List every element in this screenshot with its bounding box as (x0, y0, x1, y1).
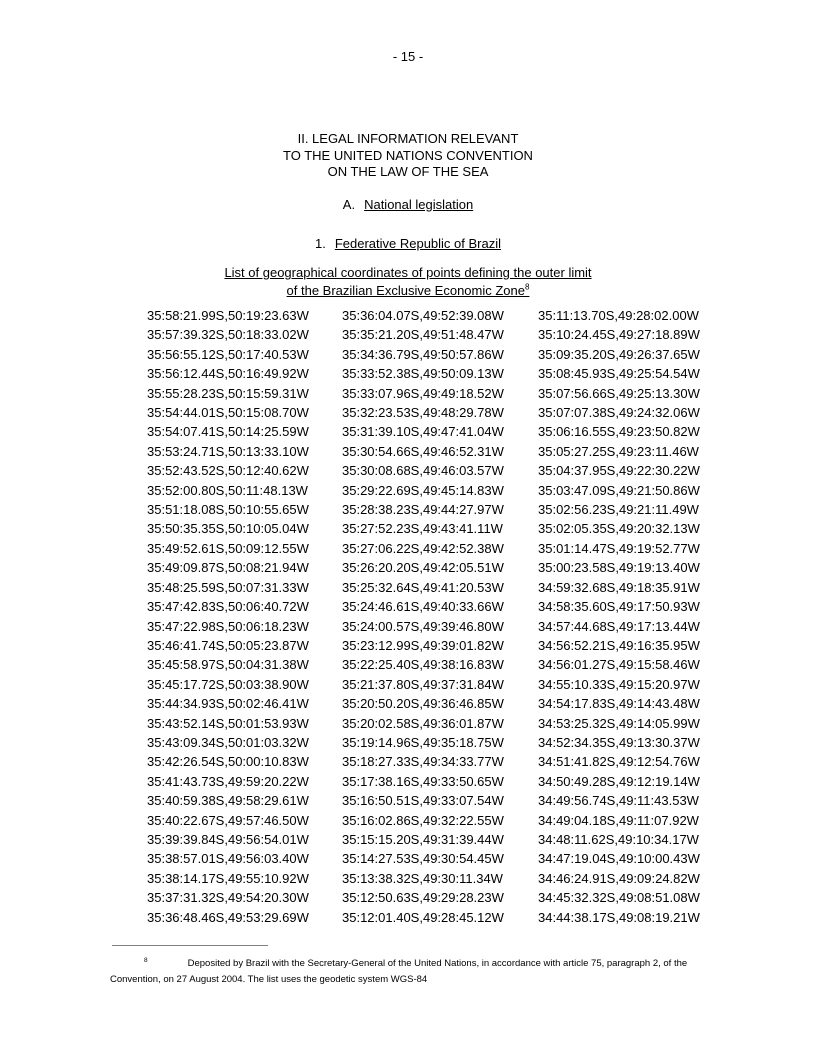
coordinate-entry: 35:21:37.80S,49:37:31.84W (342, 676, 504, 692)
coordinate-entry: 35:54:07.41S,50:14:25.59W (147, 424, 309, 440)
coordinate-entry: 34:44:38.17S,49:08:19.21W (538, 909, 700, 925)
coordinate-entry: 35:51:18.08S,50:10:55.65W (147, 502, 309, 518)
coordinate-entry: 35:30:54.66S,49:46:52.31W (342, 443, 504, 459)
coordinate-entry: 35:16:50.51S,49:33:07.54W (342, 793, 504, 809)
coordinate-entry: 35:31:39.10S,49:47:41.04W (342, 424, 504, 440)
coordinate-entry: 35:49:52.61S,50:09:12.55W (147, 540, 309, 556)
coordinate-entry: 35:49:09.87S,50:08:21.94W (147, 560, 309, 576)
coordinate-entry: 35:46:41.74S,50:05:23.87W (147, 637, 309, 653)
coordinate-entry: 34:58:35.60S,49:17:50.93W (538, 599, 700, 615)
page-number: - 15 - (392, 49, 424, 64)
coordinate-entry: 35:14:27.53S,49:30:54.45W (342, 851, 504, 867)
coordinate-entry: 35:01:14.47S,49:19:52.77W (538, 540, 700, 556)
footnote-number: 8 (144, 956, 148, 964)
coordinate-entry: 35:08:45.93S,49:25:54.54W (538, 366, 700, 382)
coordinate-entry: 35:43:09.34S,50:01:03.32W (147, 734, 309, 750)
subsection-heading-brazil (0, 236, 816, 251)
coordinate-entry: 35:34:36.79S,49:50:57.86W (342, 346, 504, 362)
coordinates-list-title (0, 264, 816, 299)
coordinate-entry: 34:46:24.91S,49:09:24.82W (538, 870, 700, 886)
coordinate-entry: 35:37:31.32S,49:54:20.30W (147, 890, 309, 906)
coordinate-entry: 35:57:39.32S,50:18:33.02W (147, 327, 309, 343)
coordinates-column-1 (147, 306, 309, 927)
coordinate-entry: 35:40:59.38S,49:58:29.61W (147, 793, 309, 809)
coordinate-entry: 35:52:00.80S,50:11:48.13W (147, 482, 308, 498)
section-heading-national-legislation (0, 197, 816, 212)
coordinate-entry: 35:02:05.35S,49:20:32.13W (538, 521, 700, 537)
coordinate-entry: 34:45:32.32S,49:08:51.08W (538, 890, 700, 906)
coordinate-entry: 35:27:52.23S,49:43:41.11W (342, 521, 503, 537)
coordinate-entry: 35:03:47.09S,49:21:50.86W (538, 482, 700, 498)
coordinate-entry: 35:06:16.55S,49:23:50.82W (538, 424, 700, 440)
coordinate-entry: 35:38:57.01S,49:56:03.40W (147, 851, 309, 867)
coordinate-entry: 34:56:01.27S,49:15:58.46W (538, 657, 700, 673)
coordinate-entry: 35:36:48.46S,49:53:29.69W (147, 909, 309, 925)
section-title: National legislation (364, 197, 474, 212)
coordinate-entry: 35:28:38.23S,49:44:27.97W (342, 502, 504, 518)
coordinate-entry: 35:30:08.68S,49:46:03.57W (342, 463, 504, 479)
coordinate-entry: 35:45:17.72S,50:03:38.90W (147, 676, 309, 692)
coordinate-entry: 35:23:12.99S,49:39:01.82W (342, 637, 504, 653)
coordinate-entry: 35:22:25.40S,49:38:16.83W (342, 657, 504, 673)
coordinate-entry: 34:48:11.62S,49:10:34.17W (538, 831, 699, 847)
coordinate-entry: 35:09:35.20S,49:26:37.65W (538, 346, 700, 362)
coordinate-entry: 35:19:14.96S,49:35:18.75W (342, 734, 504, 750)
coordinate-entry: 35:12:50.63S,49:29:28.23W (342, 890, 504, 906)
coordinate-entry: 35:45:58.97S,50:04:31.38W (147, 657, 309, 673)
coordinate-entry: 35:33:52.38S,49:50:09.13W (342, 366, 504, 382)
coordinate-entry: 35:48:25.59S,50:07:31.33W (147, 579, 309, 595)
coordinate-entry: 35:43:52.14S,50:01:53.93W (147, 715, 309, 731)
coordinate-entry: 35:15:15.20S,49:31:39.44W (342, 831, 504, 847)
coordinate-entry: 34:49:56.74S,49:11:43.53W (538, 793, 699, 809)
coordinate-entry: 35:32:23.53S,49:48:29.78W (342, 405, 504, 421)
coordinate-entry: 35:58:21.99S,50:19:23.63W (147, 308, 309, 323)
coordinate-entry: 35:07:07.38S,49:24:32.06W (538, 405, 700, 421)
coordinates-column-2 (342, 306, 504, 927)
coordinate-entry: 35:24:00.57S,49:39:46.80W (342, 618, 504, 634)
document-title (0, 131, 816, 181)
title-line-3: ON THE LAW OF THE SEA (327, 164, 489, 179)
coordinate-entry: 35:10:24.45S,49:27:18.89W (538, 327, 700, 343)
coordinate-entry: 35:40:22.67S,49:57:46.50W (147, 812, 309, 828)
footnote-text-line-1: Deposited by Brazil with the Secretary-General of the United Nations, in accordance with article 75, paragraph 2, of the (187, 958, 688, 969)
coordinate-entry: 34:57:44.68S,49:17:13.44W (538, 618, 700, 634)
coordinate-entry: 35:56:12.44S,50:16:49.92W (147, 366, 309, 382)
coordinate-entry: 35:27:06.22S,49:42:52.38W (342, 540, 504, 556)
coordinate-entry: 35:04:37.95S,49:22:30.22W (538, 463, 700, 479)
coordinate-entry: 34:56:52.21S,49:16:35.95W (538, 637, 700, 653)
coordinate-entry: 35:26:20.20S,49:42:05.51W (342, 560, 504, 576)
coordinate-entry: 35:17:38.16S,49:33:50.65W (342, 773, 504, 789)
coordinate-entry: 35:41:43.73S,49:59:20.22W (147, 773, 309, 789)
coordinate-entry: 35:52:43.52S,50:12:40.62W (147, 463, 309, 479)
footnote-text-line-2: Convention, on 27 August 2004. The list uses the geodetic system WGS-84 (110, 973, 428, 985)
coordinate-entry: 35:38:14.17S,49:55:10.92W (147, 870, 309, 886)
coordinate-entry: 34:47:19.04S,49:10:00.43W (538, 851, 700, 867)
coordinate-entry: 34:51:41.82S,49:12:54.76W (538, 754, 700, 770)
footnote-reference-marker: 8 (525, 282, 530, 292)
coordinate-entry: 34:53:25.32S,49:14:05.99W (538, 715, 700, 731)
footnote-separator-line (112, 945, 268, 946)
subsection-number: 1. (314, 236, 326, 251)
coordinate-entry: 35:39:39.84S,49:56:54.01W (147, 831, 309, 847)
coordinate-entry: 35:53:24.71S,50:13:33.10W (147, 443, 309, 459)
coordinate-entry: 35:20:02.58S,49:36:01.87W (342, 715, 504, 731)
coordinate-entry: 35:11:13.70S,49:28:02.00W (538, 308, 699, 323)
coordinate-entry: 35:36:04.07S,49:52:39.08W (342, 308, 504, 323)
coordinate-entry: 35:42:26.54S,50:00:10.83W (147, 754, 309, 770)
coordinate-entry: 35:50:35.35S,50:10:05.04W (147, 521, 309, 537)
coordinate-entry: 35:29:22.69S,49:45:14.83W (342, 482, 504, 498)
coordinate-entry: 34:49:04.18S,49:11:07.92W (538, 812, 699, 828)
title-line-2: TO THE UNITED NATIONS CONVENTION (283, 147, 533, 163)
coordinate-entry: 35:00:23.58S,49:19:13.40W (538, 560, 700, 576)
coordinate-entry: 35:55:28.23S,50:15:59.31W (147, 385, 309, 401)
coordinate-entry: 35:13:38.32S,49:30:11.34W (342, 870, 503, 886)
coordinate-entry: 35:07:56.66S,49:25:13.30W (538, 385, 700, 401)
coordinate-entry: 34:55:10.33S,49:15:20.97W (538, 676, 700, 692)
coordinate-entry: 35:05:27.25S,49:23:11.46W (538, 443, 699, 459)
coordinate-entry: 34:54:17.83S,49:14:43.48W (538, 696, 700, 712)
list-title-line-1: List of geographical coordinates of points defining the outer limit (224, 265, 592, 280)
footnote (110, 956, 722, 987)
coordinate-entry: 35:47:22.98S,50:06:18.23W (147, 618, 309, 634)
list-title-line-2: of the Brazilian Exclusive Economic Zone$^8$ (286, 282, 530, 298)
coordinate-entry: 35:33:07.96S,49:49:18.52W (342, 385, 504, 401)
coordinate-entry: 34:50:49.28S,49:12:19.14W (538, 773, 700, 789)
coordinate-entry: 35:18:27.33S,49:34:33.77W (342, 754, 504, 770)
coordinate-entry: 35:44:34.93S,50:02:46.41W (147, 696, 309, 712)
subsection-title: Federative Republic of Brazil (334, 236, 502, 251)
coordinate-entry: 35:16:02.86S,49:32:22.55W (342, 812, 504, 828)
title-line-1: II. LEGAL INFORMATION RELEVANT (297, 131, 519, 146)
coordinate-entry: 35:56:55.12S,50:17:40.53W (147, 346, 309, 362)
coordinate-entry: 35:54:44.01S,50:15:08.70W (147, 405, 309, 421)
coordinate-entry: 35:20:50.20S,49:36:46.85W (342, 696, 504, 712)
coordinate-entry: 35:24:46.61S,49:40:33.66W (342, 599, 504, 615)
coordinate-entry: 35:25:32.64S,49:41:20.53W (342, 579, 504, 595)
section-letter: A. (342, 197, 356, 212)
coordinate-entry: 35:35:21.20S,49:51:48.47W (342, 327, 504, 343)
coordinate-entry: 34:52:34.35S,49:13:30.37W (538, 734, 700, 750)
coordinate-entry: 34:59:32.68S,49:18:35.91W (538, 579, 700, 595)
coordinate-entry: 35:12:01.40S,49:28:45.12W (342, 909, 504, 925)
coordinate-entry: 35:47:42.83S,50:06:40.72W (147, 599, 309, 615)
coordinates-column-3 (538, 306, 700, 927)
coordinate-entry: 35:02:56.23S,49:21:11.49W (538, 502, 699, 518)
